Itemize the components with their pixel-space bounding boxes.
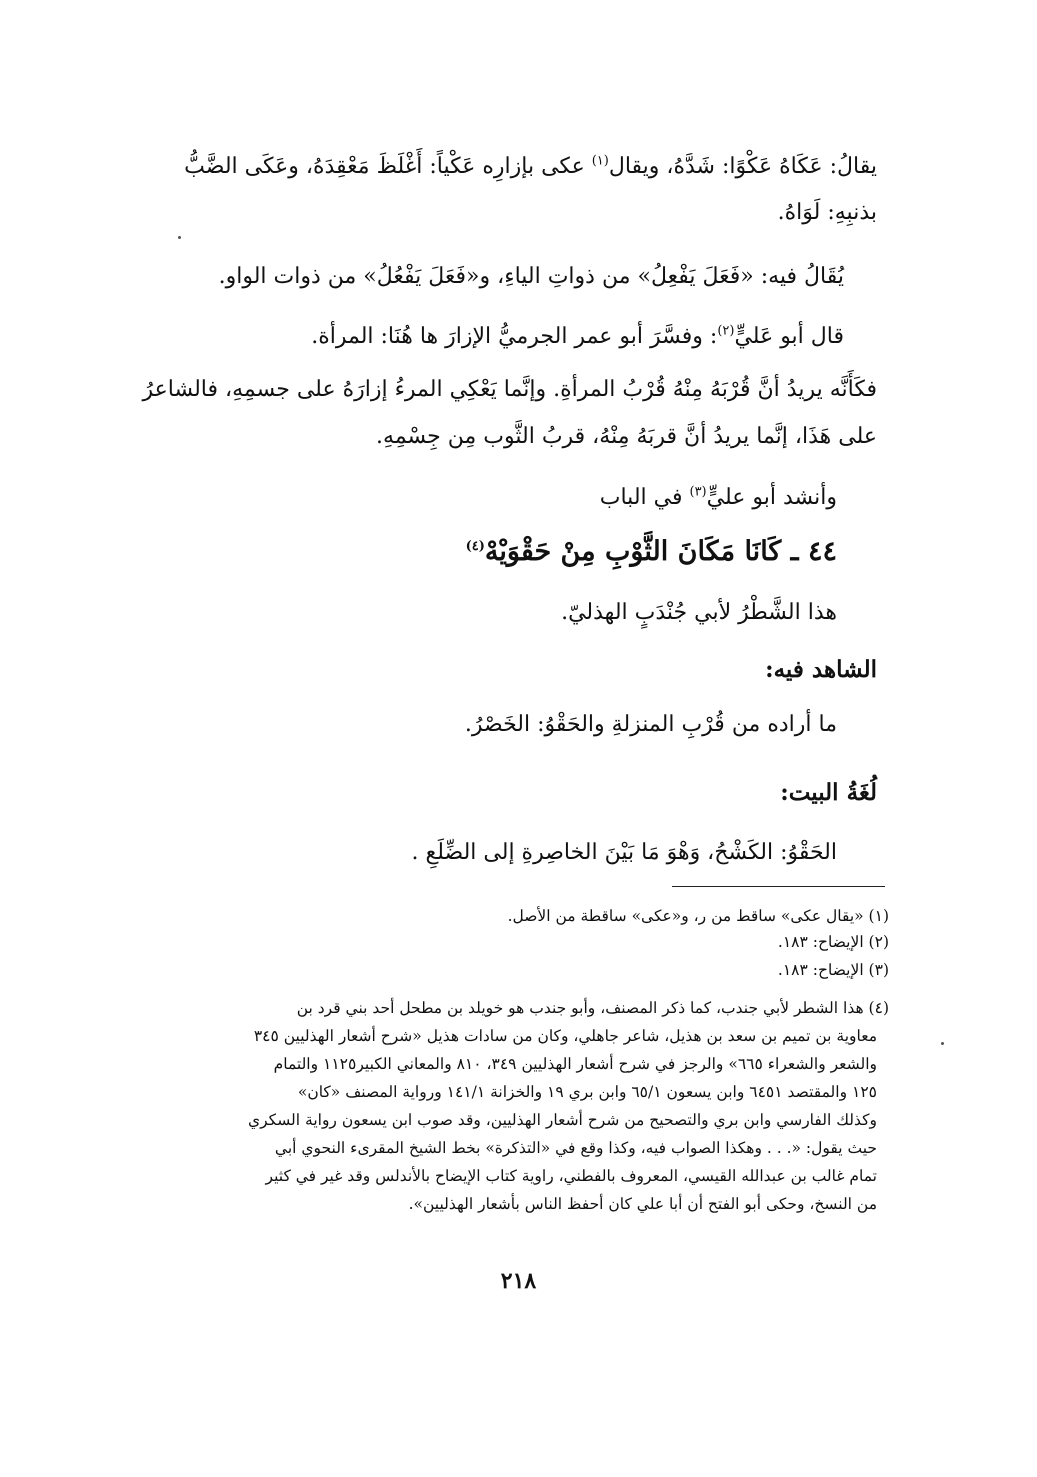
scan-speck	[941, 1042, 944, 1045]
section-heading-lugha: لُغَةُ البيت:	[780, 779, 877, 806]
footnote-4-line-8: من النسخ، وحكى أبو الفتح أن أبا علي كان أحفظ الناس بأشعار الهذليين».	[408, 1195, 877, 1213]
body-line-8: هذا الشَّطْرُ لأبي جُنْدَبٍ الهذليّ.	[561, 600, 837, 625]
footnote-4-line-3: والشعر والشعراء ٦٦٥» والرجز في شرح أشعار الهذليين ٣٤٩، ٨١٠ والمعاني الكبير١١٢٥ والتمام	[273, 1055, 877, 1073]
body-line-7	[600, 483, 837, 513]
footnote-1: (١) «يقال عكى» ساقط من ر، و«عكى» ساقطة من الأصل.	[507, 907, 889, 925]
footnote-separator	[672, 886, 885, 887]
footnote-4-line-5: وكذلك الفارسي وابن بري والتصحيح من شرح أشعار الهذليين، وقد صوب ابن يسعون رواية السكري	[247, 1111, 877, 1129]
body-line-5: فكَأَنَّه يريدُ أنَّ قُرْبَهُ مِنْهُ قُرْبُ المرأةِ. وإنَّما يَعْكِي المرءُ إزارَهُ على جسمِهِ، فالشاعرُ	[142, 377, 877, 402]
footnote-4-line-6: حيث يقول: «. . . وهكذا الصواب فيه، وكذا وقع في «التذكرة» بخط الشيخ المقرىء النحوي أبي	[274, 1139, 877, 1157]
body-line-1	[184, 152, 877, 182]
body-text: وأنشد أبو عليٍّ	[706, 485, 837, 510]
body-line-6: على هَذَا، إنَّما يريدُ أنَّ قربَهُ مِنْهُ، قربُ الثَّوب مِن جِسْمِهِ.	[376, 424, 877, 449]
body-text: في الباب	[599, 485, 690, 510]
verse-text: ٤٤ ـ كَانَا مَكَانَ الثَّوْبِ مِنْ حَقْوَيْهْ	[484, 536, 837, 567]
body-text: قال أبو عَليٍّ	[734, 324, 844, 349]
body-line-3: يُقَالُ فيه: «فَعَلَ يَفْعِلُ» من ذواتِ الياءِ، و«فَعَلَ يَفْعُلُ» من ذوات الواو.	[218, 264, 844, 289]
footnote-ref-4[interactable]: (٤)	[465, 539, 485, 554]
body-line-2: بذنبِهِ: لَوَاهُ.	[777, 200, 877, 225]
footnote-ref-3[interactable]: (٣)	[689, 484, 707, 500]
page-number: ٢١٨	[500, 1268, 537, 1294]
body-text: يقالُ: عَكَاهُ عَكْوًا: شَدَّهُ، ويقال	[608, 154, 877, 179]
body-line-4	[311, 322, 844, 352]
footnote-3: (٣) الإيضاح: ١٨٣.	[777, 961, 889, 979]
footnote-4-line-2: معاوية بن تميم بن سعد بن هذيل، شاعر جاهلي، وكان من سادات هذيل «شرح أشعار الهذليين ٣٤٥	[253, 1027, 877, 1045]
verse-44	[466, 534, 837, 570]
footnote-ref-1[interactable]: (١)	[591, 153, 609, 169]
footnote-4-line-4: ١٢٥ والمقتصد ٦٤٥١ وابن يسعون ٦٥/١ وابن بري ١٩ والخزانة ١٤١/١ ورواية المصنف «كان»	[297, 1083, 877, 1101]
footnote-4-line-1: (٤) هذا الشطر لأبي جندب، كما ذكر المصنف، وأبو جندب هو خويلد بن مطحل أحد بني قرد بن	[296, 999, 889, 1017]
footnote-2: (٢) الإيضاح: ١٨٣.	[777, 933, 889, 951]
body-line-10: الحَقْوُ: الكَشْحُ، وَهْوَ مَا بَيْنَ الخاصِرةِ إلى الضِّلَعِ .	[411, 840, 837, 865]
footnote-ref-2[interactable]: (٢)	[717, 323, 735, 339]
body-text: عكى بإزارِه عَكْياً: أَغْلَظَ مَعْقِدَهُ، وعَكَى الضَّبُّ	[184, 154, 592, 179]
body-line-9: ما أراده من قُرْبِ المنزلةِ والحَقْوُ: الخَصْرُ.	[464, 712, 837, 737]
section-heading-shahid: الشاهد فيه:	[765, 656, 877, 683]
footnote-4-line-7: تمام غالب بن عبدالله القيسي، المعروف بالفطني، راوية كتاب الإيضاح بالأندلس وقد غير في كثير	[265, 1167, 877, 1185]
scan-speck	[178, 236, 181, 239]
body-text: : وفسَّرَ أبو عمر الجرميُّ الإزارَ ها هُنَا: المرأة.	[311, 324, 718, 349]
